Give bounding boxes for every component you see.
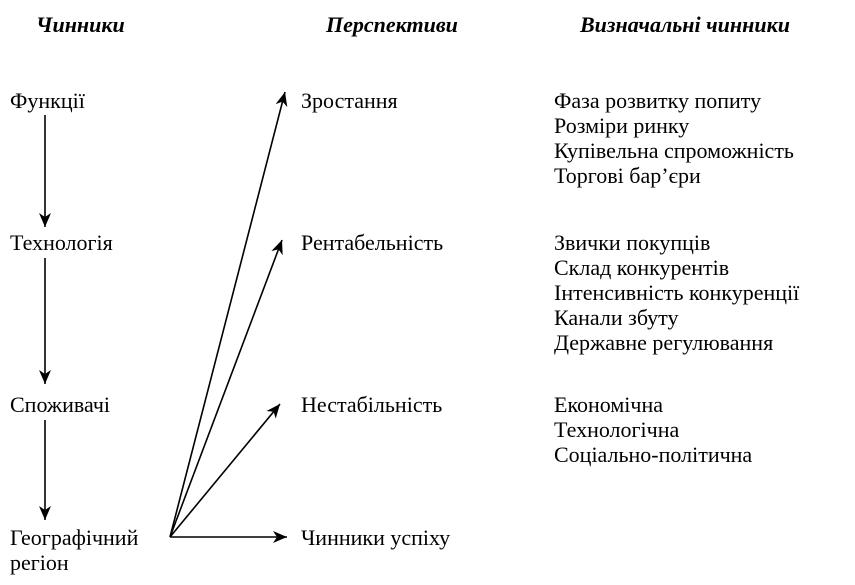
determinant-item: Соціально-політична xyxy=(554,442,753,467)
factor-consumers: Споживачі xyxy=(10,392,111,417)
prospect-instability: Нестабільність xyxy=(301,392,443,417)
header-factors: Чинники xyxy=(36,12,125,37)
arrow-region-to-profitability xyxy=(170,240,282,537)
factor-functions: Функції xyxy=(10,88,85,113)
determinant-item: Звички покупців xyxy=(554,230,711,255)
prospect-growth: Зростання xyxy=(301,88,398,113)
arrow-region-to-growth xyxy=(170,92,285,537)
factor-technology: Технологія xyxy=(10,230,113,255)
determinant-item: Купівельна спроможність xyxy=(554,138,794,163)
determinant-item: Інтенсивність конкуренції xyxy=(554,280,800,305)
factor-geographic-region-line-2: регіон xyxy=(10,550,69,575)
header-prospects: Перспективи xyxy=(326,12,458,37)
determinant-item: Фаза розвитку попиту xyxy=(554,88,762,113)
determinant-item: Технологічна xyxy=(554,417,680,442)
determinant-item: Державне регулювання xyxy=(554,330,774,355)
determinant-item: Склад конкурентів xyxy=(554,255,730,280)
prospect-success-factors: Чинники успіху xyxy=(301,525,451,550)
header-determinants: Визначальні чинники xyxy=(580,12,790,37)
determinant-item: Розміри ринку xyxy=(554,113,690,138)
prospect-profitability: Рентабельність xyxy=(301,230,444,255)
factor-geographic-region-line-1: Географічний xyxy=(10,525,139,550)
determinant-item: Канали збуту xyxy=(554,305,679,330)
determinant-item: Економічна xyxy=(554,392,664,417)
determinant-item: Торгові бар’єри xyxy=(554,163,701,188)
